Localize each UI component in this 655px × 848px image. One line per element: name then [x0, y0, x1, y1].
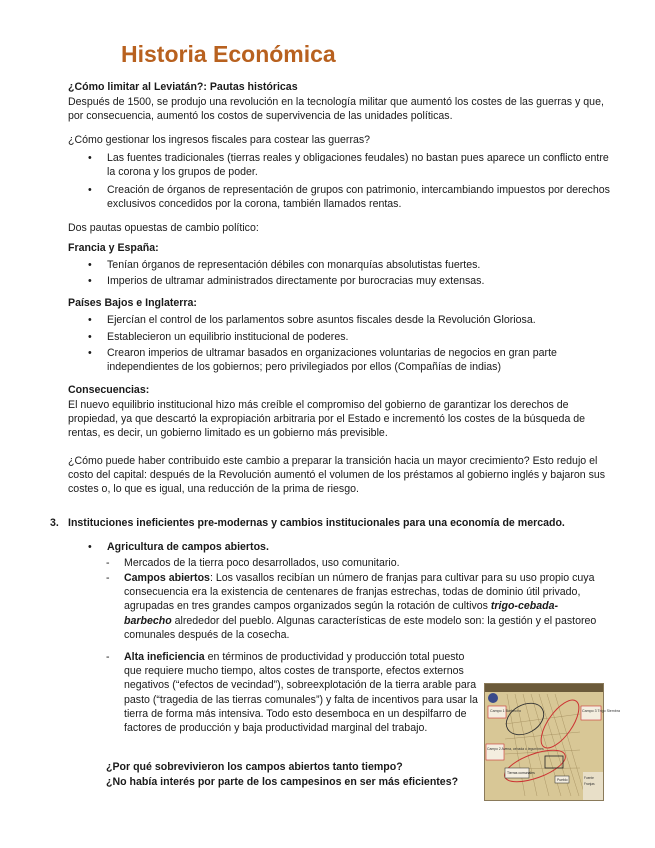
list-item: Las fuentes tradicionales (tierras reales y obligaciones feudales) no bastan pues aparece un conflicto entre la corona y los grupos de poder.	[107, 152, 609, 179]
term-rotacion: trigo-cebada-barbecho	[124, 600, 558, 627]
heading-consecuencias: Consecuencias:	[68, 384, 150, 396]
heading-paises-bajos: Países Bajos e Inglaterra:	[68, 297, 197, 309]
map-label: Tierras comunales	[507, 771, 535, 775]
section-number: 3.	[50, 517, 59, 529]
list-item: Tenían órganos de representación débiles con monarquías absolutistas fuertes.	[107, 259, 481, 271]
question-sobrevivieron: ¿Por qué sobrevivieron los campos abiertos tanto tiempo?	[106, 761, 403, 773]
list-item-alta-ineficiencia	[124, 650, 484, 735]
paragraph-consecuencias: El nuevo equilibrio institucional hizo más creíble el compromiso del gobierno de garantizar los derechos de propiedad, ya que descartó la expropiación arbitraria por el Estado e incrementó los costes de la búsqueda de rentas, es decir, un gobierno limitado es un gobierno más previsible.	[68, 399, 586, 440]
list-item-agricultura: Agricultura de campos abiertos.	[107, 541, 269, 553]
bullet-icon: •	[88, 347, 92, 359]
list-item: Mercados de la tierra poco desarrollados, uso comunitario.	[124, 557, 400, 569]
text-fragment: : Los vasallos recibían un número de franjas para cultivar para su uso propio cuya consecuencia era la existencia de centenares de franjas estrechas, todas de dominio útil privado, agrupadas en tres grandes campos organizados según la rotación de cultivos	[124, 572, 595, 613]
dash-icon: -	[106, 557, 110, 569]
list-item: Crearon imperios de ultramar basados en organizaciones voluntarias de negocios en gran parte independientes de los gobiernos; pero privilegiados por ellos (Compañías de indias)	[107, 347, 557, 374]
list-item: Ejercían el control de los parlamentos sobre asuntos fiscales desde la Revolución Gloriosa.	[107, 314, 536, 326]
text-fragment: en términos de productividad y producción total puesto que requiere mucho tiempo, altos costes de transporte, efectos externos negativos (“efectos de vecindad”), sobreexplotación de la tierra arable para pasto (“tragedia de las tierras comunales”) y falta de incentivos para usar la tierra de forma más intensiva. Todo esto desemboca en un despilfarro de factores de producción y baja productividad marginal del trabajo.	[124, 651, 478, 735]
paragraph-pautas: Dos pautas opuestas de cambio político:	[68, 222, 259, 234]
bullet-icon: •	[88, 184, 92, 196]
paragraph-1500: Después de 1500, se produjo una revolución en la tecnología militar que aumentó los costes de las guerras y que, por consecuencia, aumentó los costos de supervivencia de las unidades políticas.	[68, 96, 604, 123]
bullet-icon: •	[88, 541, 92, 553]
term-alta-ineficiencia: Alta ineficiencia	[124, 651, 205, 663]
page-title: Historia Económica	[121, 41, 336, 67]
question-fiscal: ¿Cómo gestionar los ingresos fiscales para costear las guerras?	[68, 134, 371, 146]
bullet-icon: •	[88, 259, 92, 271]
section-title: Instituciones ineficientes pre-modernas y cambios institucionales para una economía de mercado.	[68, 517, 565, 529]
map-label: Franjas	[584, 782, 595, 786]
open-field-map-image	[484, 683, 620, 801]
list-item: Establecieron un equilibrio institucional de poderes.	[107, 331, 349, 343]
map-illustration	[485, 684, 620, 800]
paragraph-transicion: ¿Cómo puede haber contribuido este cambio a preparar la transición hacia un mayor crecimiento? Esto redujo el costo del capital: después de la Revolución aumentó el volumen de los préstamos al gobierno inglés y bajaron sus costes o, lo que es igual, una reducción de la prima de riesgo.	[68, 455, 606, 496]
bullet-icon: •	[88, 314, 92, 326]
text-fragment: alrededor del pueblo. Algunas características de este modelo son: la gestión y el pastoreo comunales después de la cosecha.	[124, 614, 597, 641]
map-label: Campo 1 Barbecho	[490, 709, 521, 713]
map-label: Fuente	[584, 776, 594, 780]
question-interes: ¿No había interés por parte de los campesinos en ser más eficientes?	[106, 776, 459, 788]
term-campos-abiertos: Campos abiertos	[124, 572, 210, 584]
heading-francia-espana: Francia y España:	[68, 242, 159, 254]
bullet-icon: •	[88, 152, 92, 164]
map-label: Campo 3 Trigo Siembra	[582, 709, 620, 713]
bullet-icon: •	[88, 331, 92, 343]
heading-leviatan: ¿Cómo limitar al Leviatán?: Pautas históricas	[68, 81, 298, 93]
map-label: Pueblo	[557, 778, 568, 782]
map-label: Campo 2 Avena, cebada o legumbres	[487, 747, 544, 751]
list-item-campos-abiertos	[124, 571, 604, 642]
dash-icon: -	[106, 572, 110, 584]
dash-icon: -	[106, 651, 110, 663]
list-item: Imperios de ultramar administrados directamente por burocracias muy extensas.	[107, 275, 485, 287]
seal-icon	[488, 693, 498, 703]
list-item: Creación de órganos de representación de grupos con patrimonio, intercambiando impuestos por derechos exclusivos concedidos por la corona, también llamados rentas.	[107, 184, 610, 211]
bullet-icon: •	[88, 275, 92, 287]
